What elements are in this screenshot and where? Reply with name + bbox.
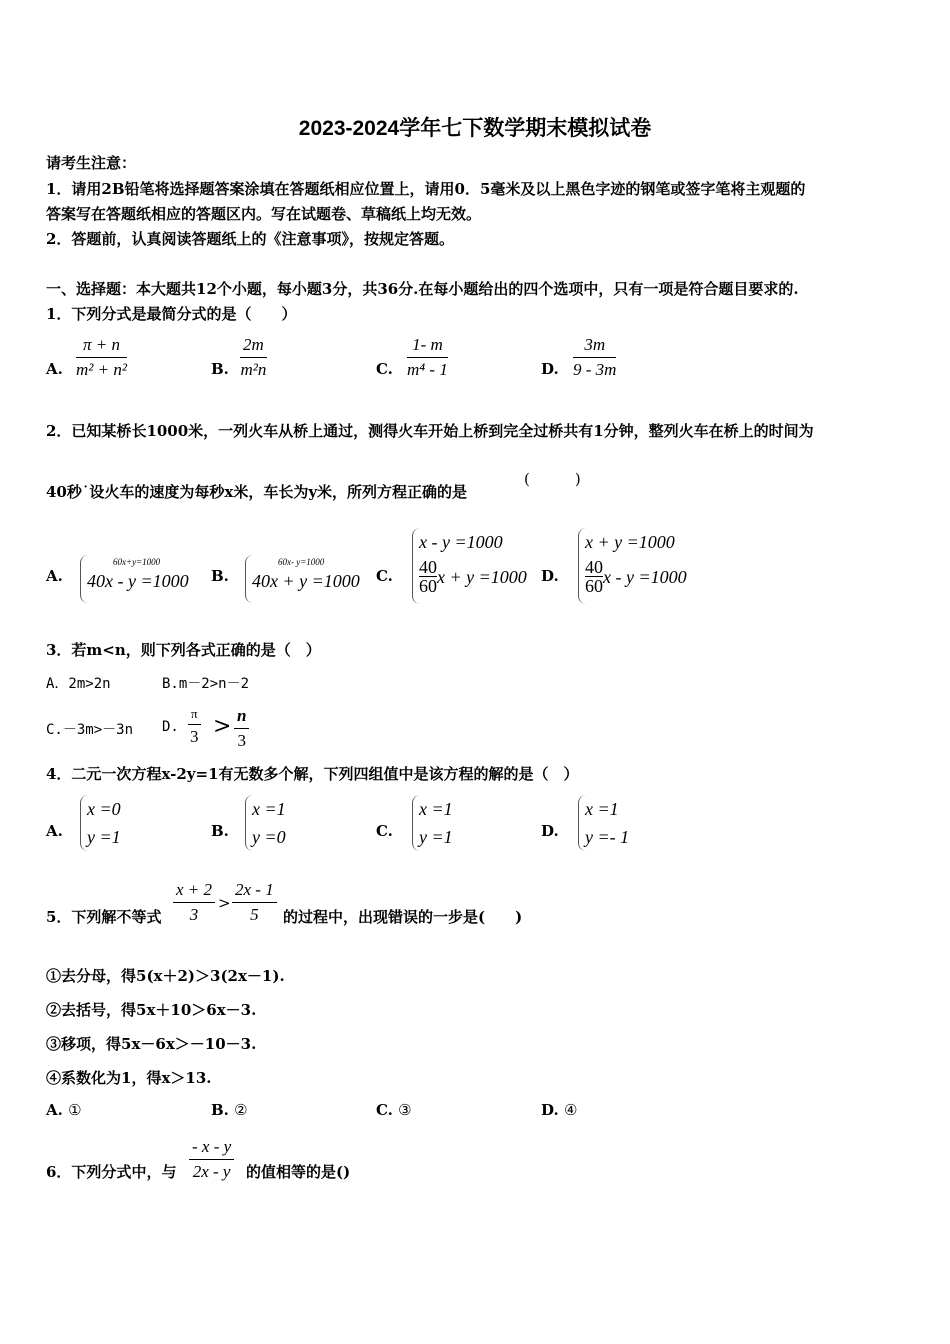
denominator: 5 — [250, 905, 259, 924]
equation: x =0 — [87, 799, 121, 819]
q4-system-c — [412, 795, 453, 851]
equation: 60x- y=1000 — [278, 557, 325, 567]
denominator: 3 — [234, 728, 249, 751]
equation: 60x+y=1000 — [113, 557, 161, 567]
numerator: 40 — [419, 557, 437, 577]
q5-step: ①去分母，得5(x＋2)＞3(2x－1). — [46, 967, 285, 985]
q3-option-c: C.－3m>－3n — [46, 722, 134, 738]
q6-stem-end: 的值相等的是() — [246, 1163, 351, 1181]
q2-label-c: C. — [376, 567, 393, 585]
q3-fraction-left — [188, 706, 201, 747]
denominator: 3 — [188, 724, 201, 747]
q1-fraction-a — [76, 335, 127, 380]
denominator: 2x - y — [192, 1162, 231, 1181]
numerator: 3m — [573, 335, 616, 358]
q2-label-b: B. — [211, 567, 229, 585]
q6-fraction — [189, 1137, 234, 1182]
q3-option-b: B.m－2>n－2 — [162, 676, 250, 692]
q6-stem: 6．下列分式中，与 — [46, 1163, 177, 1181]
q3-fraction-right — [234, 706, 249, 751]
equation: x - y =1000 — [419, 532, 503, 552]
q2-system-a — [80, 555, 189, 603]
option-label: D. — [541, 1101, 559, 1119]
q5-option-b — [211, 1101, 248, 1119]
denominator: 60 — [419, 576, 437, 596]
option-value: ③ — [398, 1101, 412, 1119]
q5-step: ③移项，得5x－6x＞－10－3. — [46, 1035, 257, 1053]
denominator: m⁴ - 1 — [407, 360, 448, 379]
denominator: m²n — [240, 360, 267, 379]
equation: x + y =1000 — [437, 566, 527, 587]
section-heading: 一、选择题：本大题共12个小题，每小题3分，共36分.在每小题给出的四个选项中，只有一项是符合题目要求的. — [46, 280, 799, 298]
numerator: 2m — [240, 335, 267, 358]
numerator: 2x - 1 — [232, 880, 277, 903]
q4-system-b — [245, 795, 286, 851]
greater-than: > — [218, 894, 231, 912]
q1-label-a: A. — [46, 360, 63, 378]
q5-stem: 5．下列解不等式 — [46, 908, 162, 926]
q1-fraction-b — [240, 335, 267, 380]
equation: x =1 — [419, 799, 453, 819]
q2-system-d — [578, 528, 687, 604]
q1-fraction-c — [407, 335, 448, 380]
numerator: π + n — [76, 335, 127, 358]
numerator: 1- m — [407, 335, 448, 358]
q4-system-d — [578, 795, 629, 851]
equation: 40x - y =1000 — [87, 571, 189, 591]
option-label: A. — [46, 1101, 63, 1119]
q5-step: ②去括号，得5x＋10＞6x－3. — [46, 1001, 257, 1019]
q5-fraction-left — [173, 880, 215, 925]
q3-option-a: A．2m>2n — [46, 676, 111, 692]
notice-item: 答案写在答题纸相应的答题区内。写在试题卷、草稿纸上均无效。 — [46, 205, 482, 223]
denominator: 9 - 3m — [573, 360, 617, 379]
q4-label-b: B. — [211, 822, 229, 840]
q2-stem: 2．已知某桥长1000米，一列火车从桥上通过，测得火车开始上桥到完全过桥共有1分钟，整列火车在桥上的时间为 — [46, 422, 814, 440]
denominator: m² + n² — [76, 360, 127, 379]
q2-label-a: A. — [46, 567, 63, 585]
option-value: ④ — [563, 1101, 578, 1119]
q5-option-d — [541, 1101, 577, 1119]
q1-label-b: B. — [211, 360, 229, 378]
page-title: 2023-2024学年七下数学期末模拟试卷 — [298, 117, 652, 140]
q2-system-b — [245, 555, 360, 603]
numerator: 40 — [585, 557, 603, 577]
option-value: ① — [68, 1101, 82, 1119]
q4-stem: 4．二元一次方程x-2y=1有无数多个解，下列四组值中是该方程的解的是（ ） — [46, 765, 579, 783]
q1-label-c: C. — [376, 360, 393, 378]
notice-item: 2．答题前，认真阅读答题纸上的《注意事项》，按规定答题。 — [46, 230, 454, 248]
q1-label-d: D. — [541, 360, 559, 378]
q5-option-c — [376, 1101, 412, 1119]
q2-label-d: D. — [541, 567, 559, 585]
numerator: - x - y — [189, 1137, 234, 1160]
answer-paren: ( ) — [524, 470, 581, 488]
equation: 40x + y =1000 — [252, 571, 360, 591]
denominator: 60 — [585, 576, 603, 596]
q5-option-a — [46, 1101, 82, 1119]
equation: x + y =1000 — [585, 532, 675, 552]
numerator: x + 2 — [173, 880, 215, 903]
greater-than: > — [213, 714, 232, 739]
q5-stem-end: 的过程中，出现错误的一步是( ) — [283, 908, 523, 926]
equation: x =1 — [252, 799, 286, 819]
q5-fraction-right — [232, 880, 277, 925]
q3-stem: 3．若m<n，则下列各式正确的是（ ） — [46, 641, 321, 659]
q2-stem: 40秒˙设火车的速度为每秒x米，车长为y米，所列方程正确的是 — [46, 483, 468, 501]
q2-system-c — [412, 528, 527, 604]
q1-fraction-d — [573, 335, 616, 380]
option-label: B. — [211, 1101, 229, 1119]
q5-step: ④系数化为1，得x＞13. — [46, 1069, 212, 1087]
q3-option-d-label: D. — [162, 719, 179, 735]
equation: y =- 1 — [585, 827, 630, 847]
numerator: π — [191, 706, 198, 721]
notice-heading: 请考生注意： — [46, 154, 137, 172]
equation: x =1 — [585, 799, 619, 819]
numerator: n — [237, 706, 247, 725]
equation: y =0 — [252, 827, 286, 847]
q4-label-d: D. — [541, 822, 559, 840]
q1-stem: 1．下列分式是最简分式的是（ ） — [46, 305, 297, 323]
q4-system-a — [80, 795, 121, 851]
denominator: 3 — [189, 905, 199, 924]
option-value: ② — [234, 1101, 248, 1119]
option-label: C. — [376, 1101, 393, 1119]
equation: x - y =1000 — [603, 566, 687, 587]
equation: y =1 — [87, 827, 121, 847]
notice-item: 1．请用2B铅笔将选择题答案涂填在答题纸相应位置上，请用0．5毫米及以上黑色字迹的钢笔或签字笔将主观题的 — [46, 180, 806, 198]
equation: y =1 — [419, 827, 453, 847]
q4-label-a: A. — [46, 822, 63, 840]
q4-label-c: C. — [376, 822, 393, 840]
